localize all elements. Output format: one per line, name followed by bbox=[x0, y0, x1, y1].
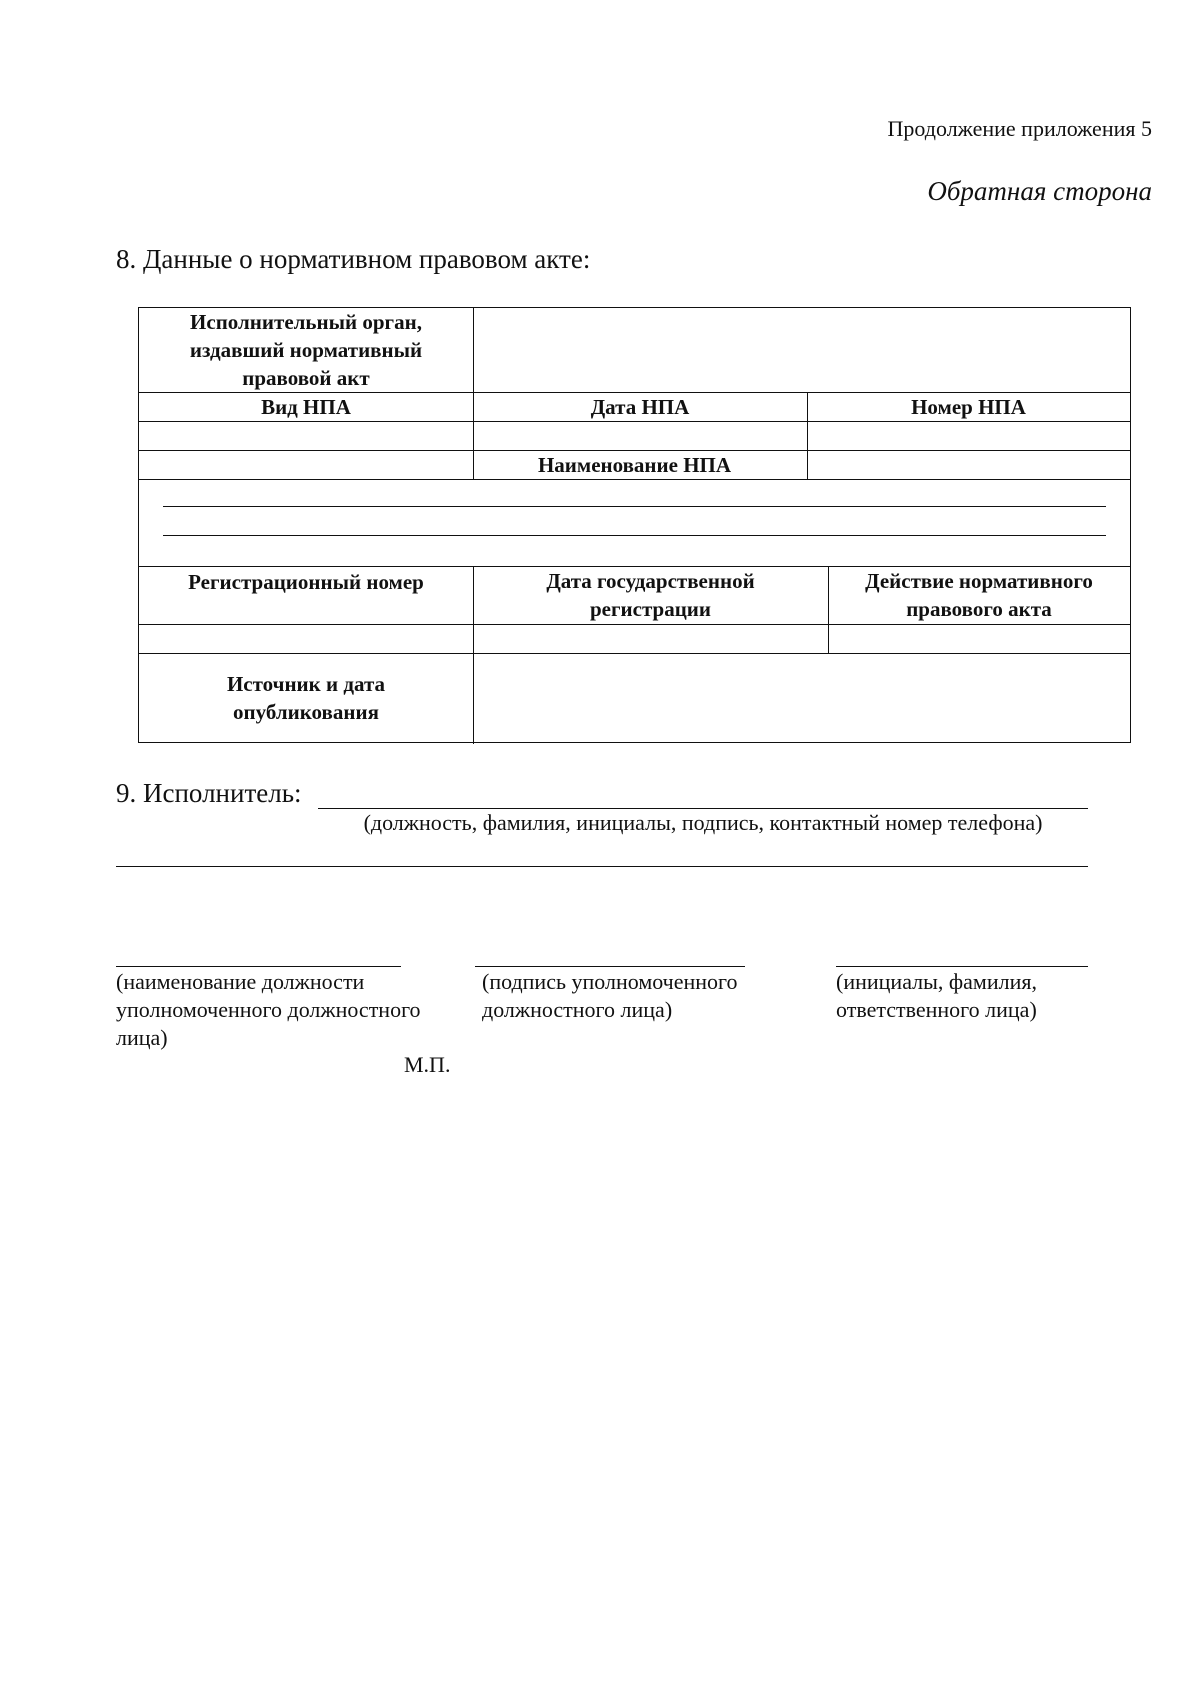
issuing-body-field[interactable] bbox=[473, 308, 1130, 392]
executor-caption: (должность, фамилия, инициалы, подпись, контактный номер телефона) bbox=[363, 810, 1043, 835]
name-signature-line[interactable] bbox=[836, 966, 1088, 967]
registration-number-field[interactable] bbox=[139, 624, 473, 653]
executor-input-line[interactable] bbox=[318, 808, 1088, 809]
publication-source-label: Источник и дата опубликования bbox=[226, 671, 386, 724]
executor-label: 9. Исполнитель: bbox=[116, 778, 302, 808]
npa-type-header: Вид НПА bbox=[261, 394, 351, 419]
npa-number-field[interactable] bbox=[807, 421, 1130, 450]
position-caption: (наименование должности уполномоченного должностного лица) bbox=[116, 969, 421, 1050]
state-registration-date-header: Дата государственной регистрации bbox=[546, 569, 755, 621]
npa-number-header: Номер НПА bbox=[911, 394, 1026, 419]
publication-source-field[interactable] bbox=[473, 653, 1130, 742]
npa-name-line-2 bbox=[163, 535, 1106, 536]
npa-data-table bbox=[138, 307, 1131, 743]
signature-caption: (подпись уполномоченного должностного лица) bbox=[482, 969, 738, 1022]
signature-line[interactable] bbox=[475, 966, 745, 967]
appendix-continuation-label: Продолжение приложения 5 bbox=[887, 116, 1152, 141]
section-8-heading: 8. Данные о нормативном правовом акте: bbox=[116, 244, 591, 274]
stamp-place-mark: М.П. bbox=[404, 1052, 451, 1077]
npa-name-header: Наименование НПА bbox=[537, 452, 732, 477]
registration-number-header: Регистрационный номер bbox=[188, 570, 424, 594]
npa-date-field[interactable] bbox=[473, 421, 807, 450]
issuing-body-label: Исполнительный орган, издавший нормативный правовой акт bbox=[189, 310, 423, 390]
npa-name-line-1 bbox=[163, 506, 1106, 507]
act-validity-field[interactable] bbox=[828, 624, 1130, 653]
position-signature-line[interactable] bbox=[116, 966, 401, 967]
npa-type-field[interactable] bbox=[139, 421, 473, 450]
act-validity-header: Действие нормативного правового акта bbox=[865, 569, 1093, 621]
name-caption: (инициалы, фамилия, ответственного лица) bbox=[836, 969, 1037, 1022]
executor-continuation-line[interactable] bbox=[116, 866, 1088, 867]
state-registration-date-field[interactable] bbox=[473, 624, 828, 653]
back-side-label: Обратная сторона bbox=[927, 176, 1152, 206]
npa-date-header: Дата НПА bbox=[590, 394, 690, 419]
npa-name-field[interactable] bbox=[139, 479, 1130, 566]
